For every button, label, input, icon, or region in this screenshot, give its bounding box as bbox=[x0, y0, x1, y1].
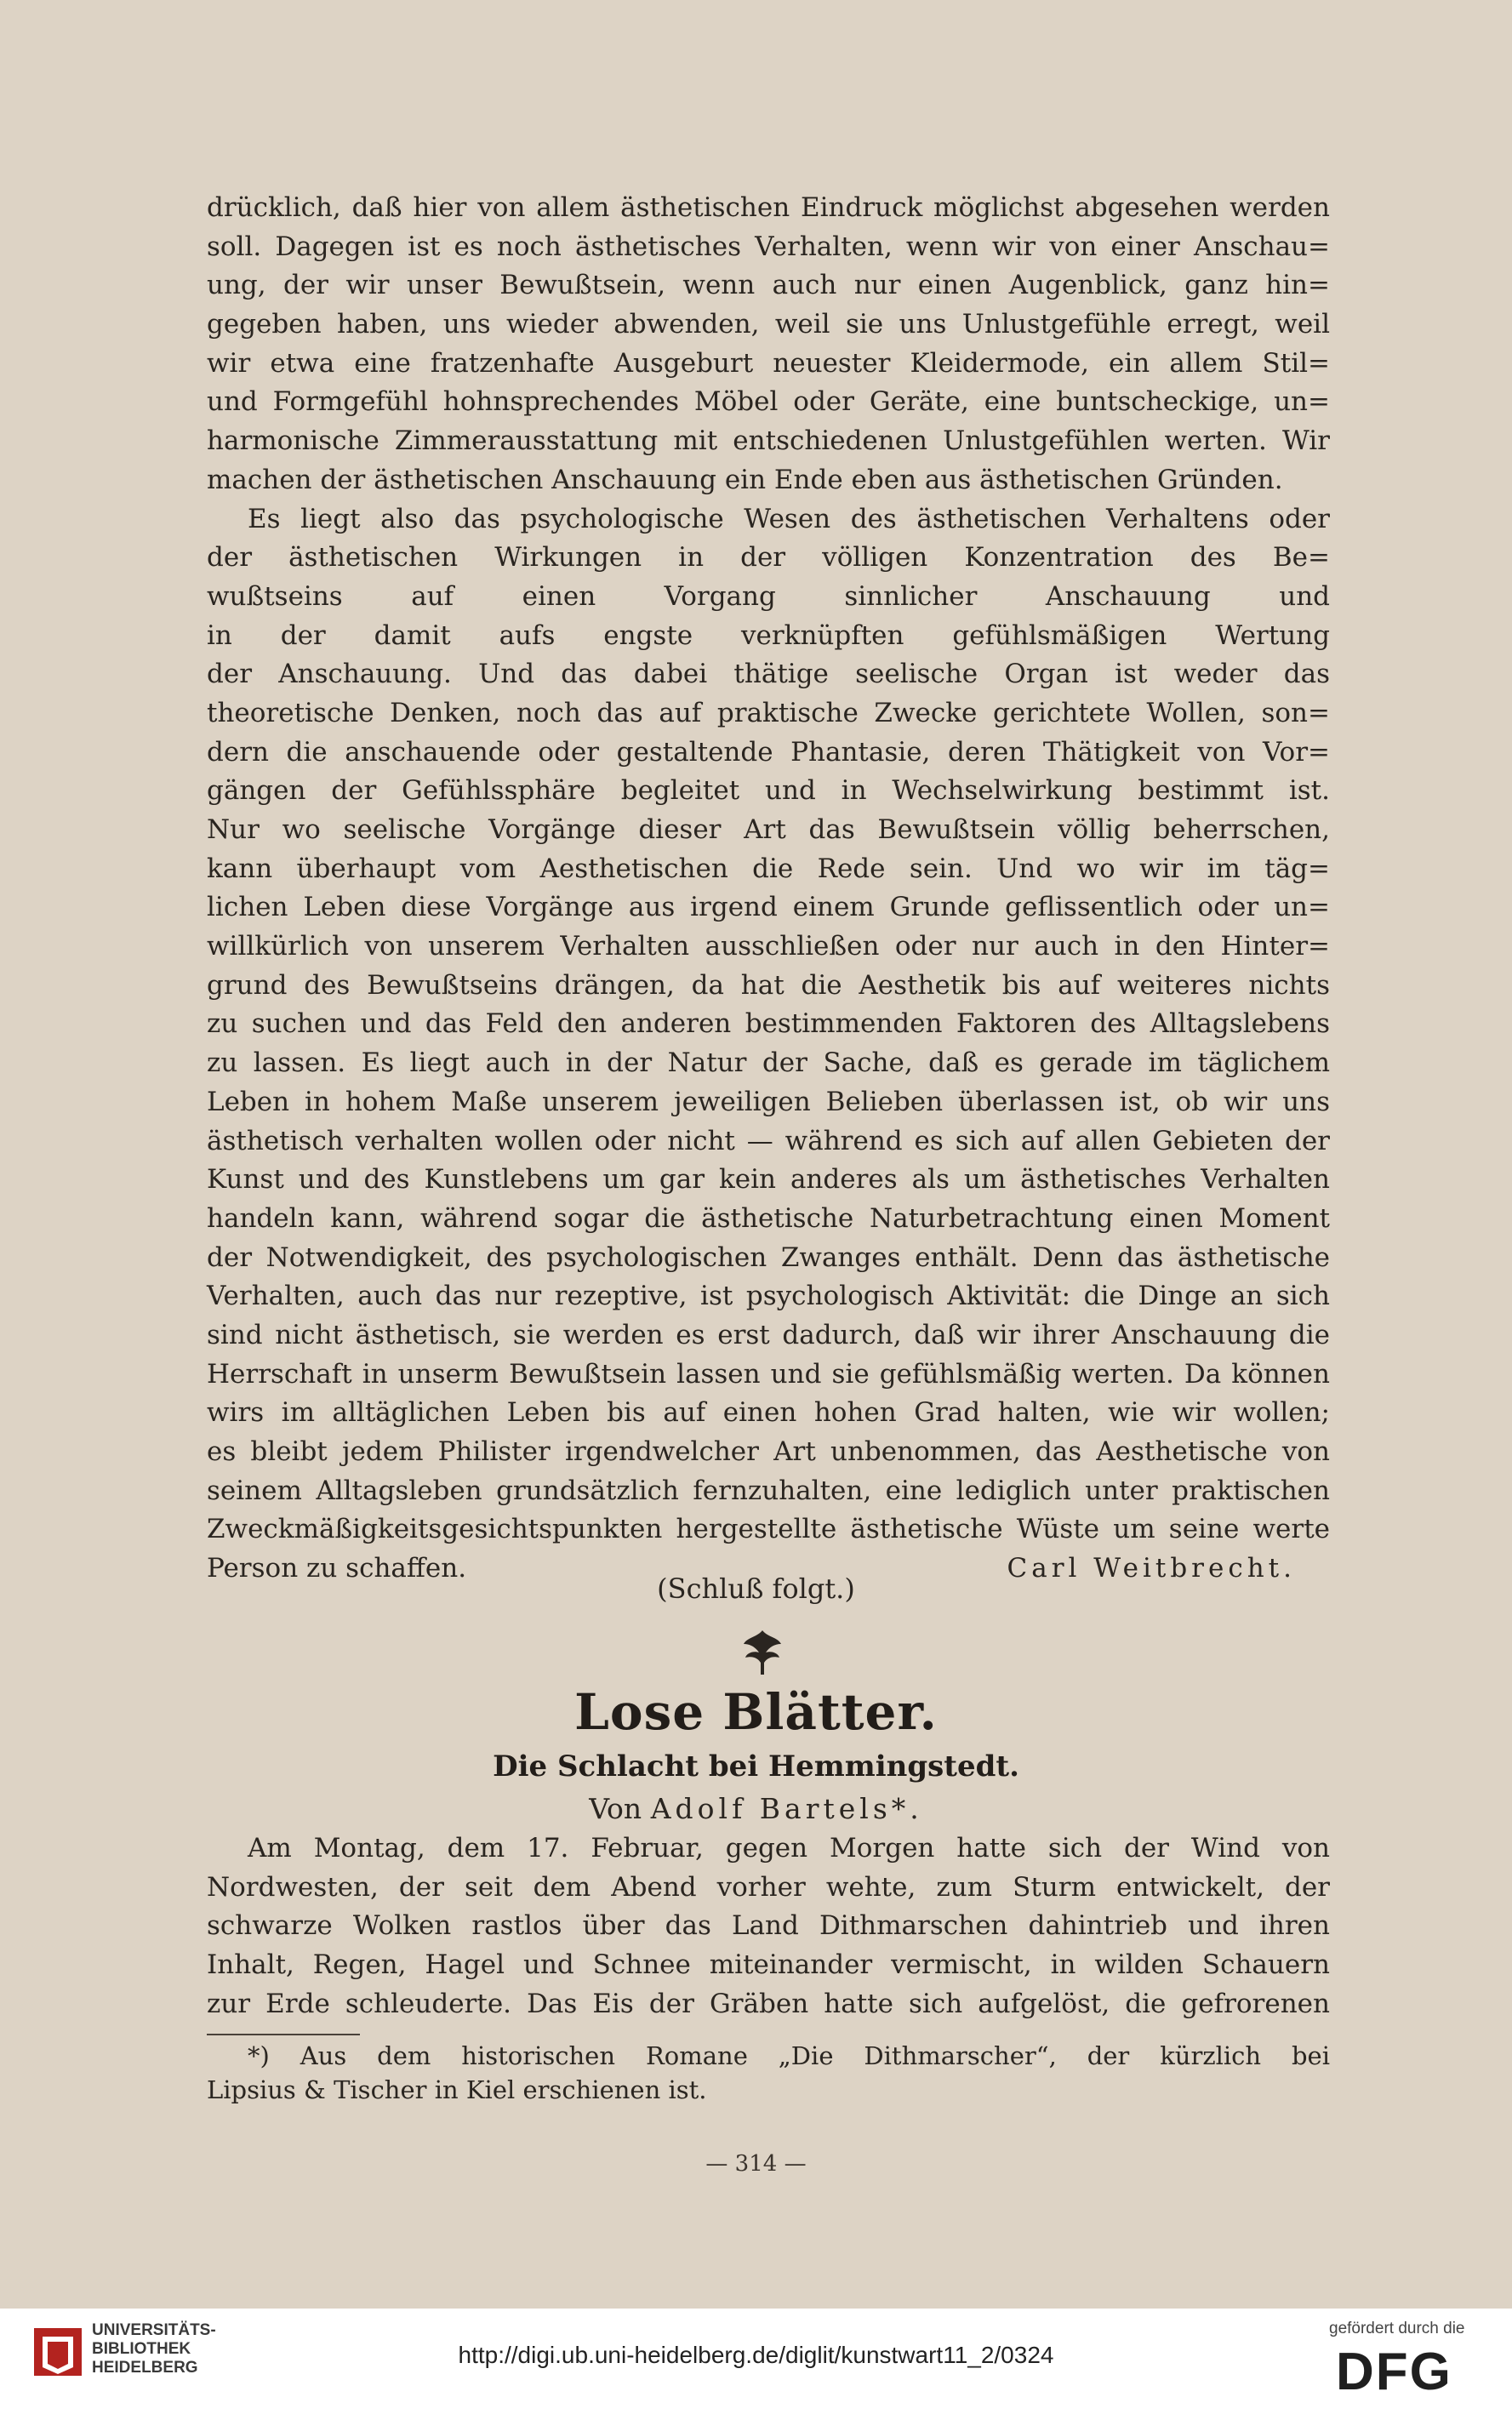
text-line: Es liegt also das psychologische Wesen des ästhetischen Verhaltens oder bbox=[248, 503, 1330, 534]
dfg-logo: DFG bbox=[1336, 2343, 1452, 2401]
text-line: drücklich, daß hier von allem ästhetischen Eindruck möglichst abgesehen werden bbox=[207, 192, 1330, 223]
text-line: willkürlich von unserem Verhalten ausschließen oder nur auch in den Hinter= bbox=[207, 931, 1330, 962]
footnote bbox=[207, 2039, 1330, 2107]
text-line: ung, der wir unser Bewußtsein, wenn auch nur einen Augenblick, ganz hin= bbox=[207, 270, 1330, 301]
closing-text: Person zu schaffen. bbox=[207, 1553, 467, 1584]
fleuron-ornament-icon bbox=[739, 1625, 786, 1680]
text-line: theoretische Denken, noch das auf praktische Zwecke gerichtete Wollen, son= bbox=[207, 697, 1330, 728]
library-line: UNIVERSITÄTS- bbox=[92, 2321, 216, 2339]
text-line: wir etwa eine fratzenhafte Ausgeburt neuester Kleidermode, ein allem Stil= bbox=[207, 347, 1330, 379]
continued-note: (Schluß folgt.) bbox=[657, 1572, 855, 1605]
author-signature: Carl Weitbrecht. bbox=[1007, 1553, 1296, 1584]
text-line: Verhalten, auch das nur rezeptive, ist psychologisch Aktivität: die Dinge an sich bbox=[207, 1281, 1330, 1312]
text-line: handeln kann, während sogar die ästhetische Naturbetrachtung einen Moment bbox=[207, 1202, 1330, 1234]
section-title: Lose Blätter. bbox=[574, 1683, 938, 1741]
library-line: BIBLIOTHEK bbox=[92, 2340, 191, 2358]
text-line: lichen Leben diese Vorgänge aus irgend einem Grunde geflissentlich oder un= bbox=[207, 892, 1330, 923]
text-line: harmonische Zimmerausstattung mit entschiedenen Unlustgefühlen werten. Wir bbox=[207, 425, 1330, 457]
article2-body bbox=[207, 1829, 1330, 2023]
text-line: sind nicht ästhetisch, sie werden es erst dadurch, daß wir ihrer Anschauung die bbox=[207, 1319, 1330, 1350]
text-line: machen der ästhetischen Anschauung ein Ende eben aus ästhetischen Gründen. bbox=[207, 464, 1283, 495]
page-number: — 314 — bbox=[705, 2151, 807, 2177]
text-line: zu lassen. Es liegt auch in der Natur der Sache, daß es gerade im täglichem bbox=[207, 1047, 1330, 1079]
text-line: Am Montag, dem 17. Februar, gegen Morgen hatte sich der Wind von bbox=[248, 1833, 1330, 1864]
text-line: der Notwendigkeit, des psychologischen Zwanges enthält. Denn das ästhetische bbox=[207, 1241, 1330, 1273]
byline-prefix: Von bbox=[589, 1792, 642, 1825]
text-line: zu suchen und das Feld den anderen bestimmenden Faktoren des Alltagslebens bbox=[207, 1008, 1330, 1040]
permalink-url[interactable]: http://digi.ub.uni-heidelberg.de/diglit/kunstwart11_2/0324 bbox=[458, 2342, 1054, 2368]
text-line: dern die anschauende oder gestaltende Phantasie, deren Thätigkeit von Vor= bbox=[207, 736, 1330, 768]
text-line: schwarze Wolken rastlos über das Land Dithmarschen dahintrieb und ihren bbox=[207, 1910, 1330, 1942]
text-line: Lipsius & Tischer in Kiel erschienen ist. bbox=[207, 2075, 707, 2104]
text-line: es bleibt jedem Philister irgendwelcher Art unbenommen, das Aesthetische von bbox=[207, 1436, 1330, 1467]
text-line: Zweckmäßigkeitsgesichtspunkten hergestellte ästhetische Wüste um seine werte bbox=[207, 1514, 1330, 1545]
article-title: Die Schlacht bei Hemmingstedt. bbox=[493, 1749, 1019, 1784]
text-line: der ästhetischen Wirkungen in der völligen Konzentration des Be= bbox=[207, 542, 1330, 574]
text-line: der Anschauung. Und das dabei thätige seelische Organ ist weder das bbox=[207, 659, 1330, 690]
text-line: wußtseins auf einen Vorgang sinnlicher Anschauung und bbox=[207, 580, 1330, 612]
text-line: Nur wo seelische Vorgänge dieser Art das Bewußtsein völlig beherrschen, bbox=[207, 814, 1330, 845]
text-line: Kunst und des Kunstlebens um gar kein anderes als um ästhetisches Verhalten bbox=[207, 1164, 1330, 1196]
text-line: Nordwesten, der seit dem Abend vorher wehte, zum Sturm entwickelt, der bbox=[207, 1871, 1330, 1903]
text-line: grund des Bewußtseins drängen, da hat die Aesthetik bis auf weiteres nichts bbox=[207, 969, 1330, 1001]
text-line: wirs im alltäglichen Leben bis auf einen hohen Grad halten, wie wir wollen; bbox=[207, 1397, 1330, 1429]
text-line: und Formgefühl hohnsprechendes Möbel oder Geräte, eine buntscheckige, un= bbox=[207, 386, 1330, 418]
text-line: Leben in hohem Maße unserem jeweiligen Belieben überlassen ist, ob wir uns bbox=[207, 1086, 1330, 1117]
text-line: gängen der Gefühlssphäre begleitet und in Wechselwirkung bestimmt ist. bbox=[207, 775, 1330, 807]
funded-by-label: gefördert durch die bbox=[1329, 2320, 1465, 2337]
text-line: zur Erde schleuderte. Das Eis der Gräben hatte sich aufgelöst, die gefrorenen bbox=[207, 1988, 1330, 2019]
text-line: kann überhaupt vom Aesthetischen die Rede sein. Und wo wir im täg= bbox=[207, 853, 1330, 884]
footnote-rule bbox=[207, 2034, 360, 2035]
article-body bbox=[207, 189, 1330, 1589]
byline bbox=[0, 1792, 1512, 1825]
text-line: gegeben haben, uns wieder abwenden, weil sie uns Unlustgefühle erregt, weil bbox=[207, 309, 1330, 340]
text-line: Herrschaft in unserm Bewußtsein lassen und sie gefühlsmäßig werten. Da können bbox=[207, 1358, 1330, 1390]
text-line: ästhetisch verhalten wollen oder nicht — während es sich auf allen Gebieten der bbox=[207, 1125, 1330, 1156]
text-line: in der damit aufs engste verknüpften gefühlsmäßigen Wertung bbox=[207, 619, 1330, 651]
text-line: *) Aus dem historischen Romane „Die Dithmarscher“, der kürzlich bei bbox=[248, 2041, 1330, 2070]
library-line: HEIDELBERG bbox=[92, 2359, 198, 2377]
text-line: soll. Dagegen ist es noch ästhetisches Verhalten, wenn wir von einer Anschau= bbox=[207, 231, 1330, 262]
text-line: seinem Alltagsleben grundsätzlich fernzuhalten, eine lediglich unter praktischen bbox=[207, 1475, 1330, 1506]
text-line: Inhalt, Regen, Hagel und Schnee miteinander vermischt, in wilden Schauern bbox=[207, 1949, 1330, 1981]
byline-name: Adolf Bartels*. bbox=[650, 1792, 923, 1825]
